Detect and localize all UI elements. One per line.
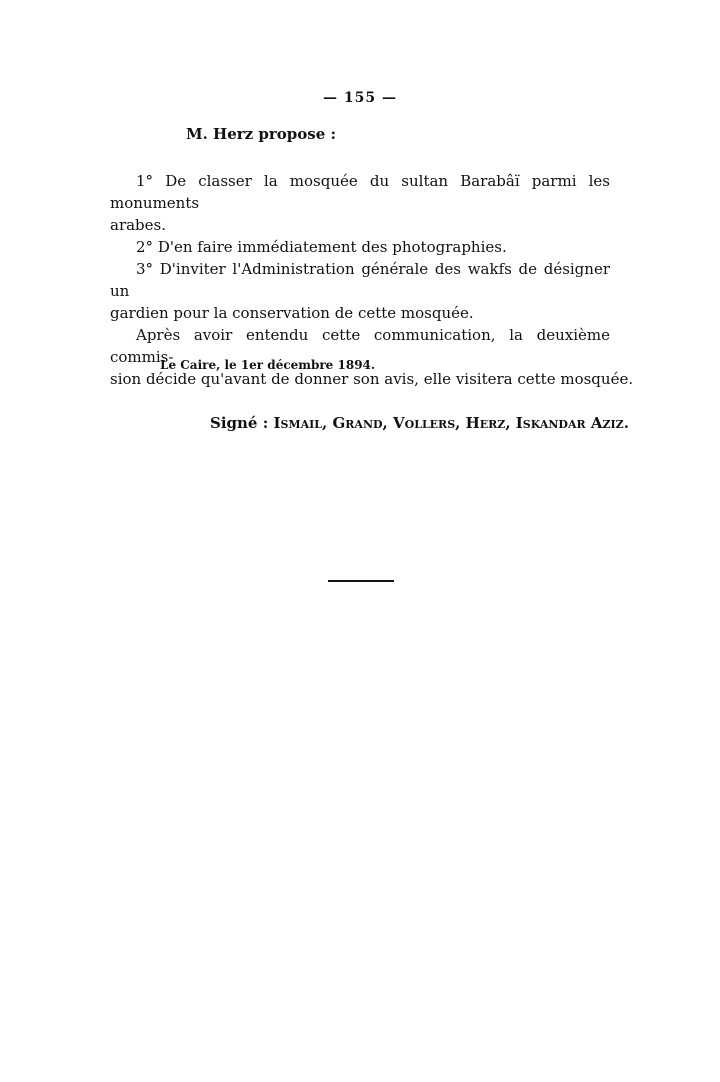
item-2-number: 2° <box>136 238 154 256</box>
item-3-line-1 <box>110 258 610 302</box>
signature-prefix: Signé : <box>210 414 269 432</box>
item-2-text: D'en faire immédiatement des photographies. <box>157 238 507 256</box>
page-number: — 155 — <box>323 90 397 106</box>
conclusion-line-1: Après avoir entendu cette communication, la deuxième commis- <box>110 326 610 366</box>
item-1-line-1 <box>110 170 610 214</box>
conclusion-line-2: sion décide qu'avant de donner son avis, elle visitera cette mosquée. <box>110 370 634 388</box>
date-line: Le Caire, le 1er décembre 1894. <box>160 358 376 372</box>
item-1-text: De classer la mosquée du sultan Barabâï parmi les monuments <box>110 172 610 212</box>
intro-line: M. Herz propose : <box>186 125 337 143</box>
signature-line <box>210 414 629 432</box>
item-2-line-1 <box>110 236 610 258</box>
item-3-line-2: gardien pour la conservation de cette mosquée. <box>110 304 474 322</box>
item-3-number: 3° <box>136 260 154 278</box>
item-1-line-2: arabes. <box>110 216 167 234</box>
item-3-text: D'inviter l'Administration générale des wakfs de désigner un <box>110 260 610 300</box>
signature-names: Ismail, Grand, Vollers, Herz, Iskandar Aziz. <box>273 414 629 432</box>
proposal-list <box>110 170 634 390</box>
item-1-number: 1° <box>136 172 154 190</box>
closing-rule <box>328 580 394 582</box>
